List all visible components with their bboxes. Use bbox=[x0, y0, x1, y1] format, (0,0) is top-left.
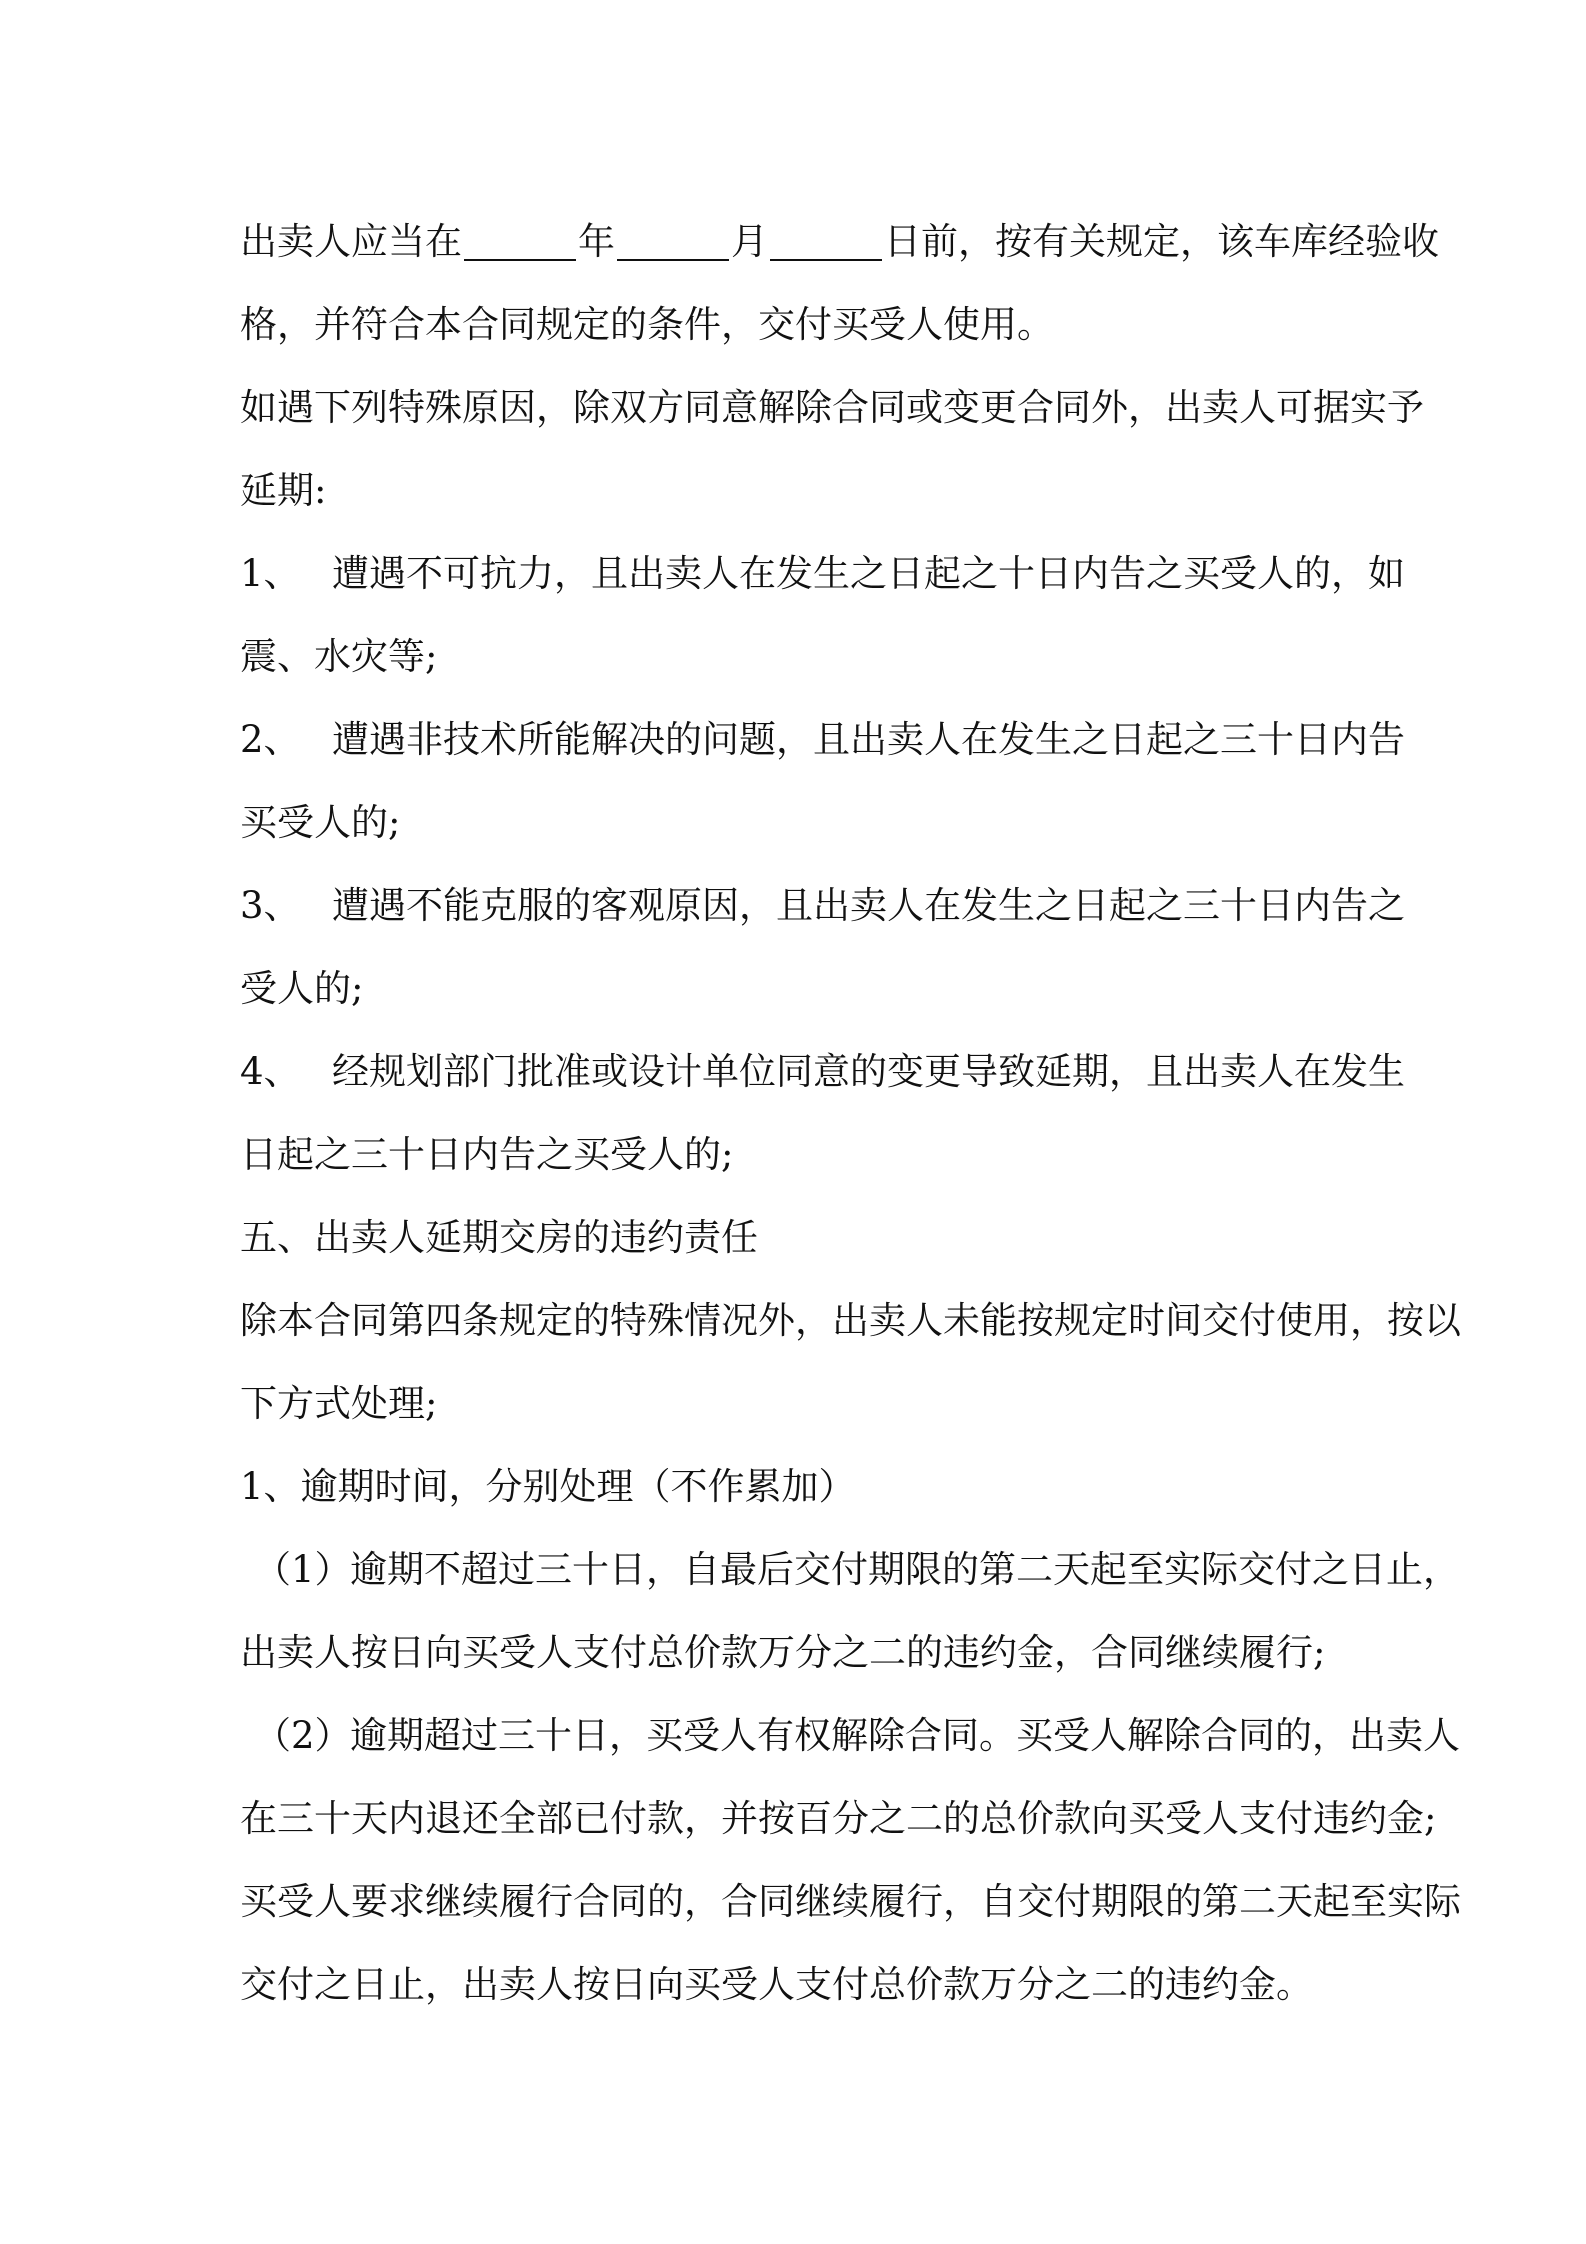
item-number: 4、 bbox=[240, 1049, 301, 1093]
item-1-line1 bbox=[240, 532, 1480, 615]
section5-intro-line2: 下方式处理; bbox=[240, 1381, 438, 1425]
section5-sub1: 1、逾期时间，分别处理（不作累加） bbox=[240, 1464, 856, 1508]
para2-line1: 如遇下列特殊原因，除双方同意解除合同或变更合同外，出卖人可据实予 bbox=[240, 385, 1424, 429]
month-blank bbox=[617, 219, 729, 261]
clause-2-line3: 买受人要求继续履行合同的，合同继续履行，自交付期限的第二天起至实际 bbox=[240, 1879, 1461, 1923]
item-number: 1、 bbox=[240, 551, 301, 595]
clause-number: （2） bbox=[254, 1713, 352, 1757]
item-text: 遭遇不可抗力，且出卖人在发生之日起之十日内告之买受人的，如 bbox=[332, 551, 1405, 595]
item-1-line2: 震、水灾等; bbox=[240, 634, 438, 678]
para1-text-b: 日前，按有关规定，该车库经验收 bbox=[884, 219, 1439, 263]
item-text: 经规划部门批准或设计单位同意的变更导致延期，且出卖人在发生 bbox=[332, 1049, 1405, 1093]
para1-text-a: 出卖人应当在 bbox=[240, 219, 462, 263]
year-blank bbox=[464, 219, 576, 261]
clause-2-line1 bbox=[240, 1694, 1480, 1777]
document-body bbox=[240, 200, 1480, 2026]
clause-1-line1 bbox=[240, 1528, 1480, 1611]
para1-line2: 格，并符合本合同规定的条件，交付买受人使用。 bbox=[240, 302, 1054, 346]
clause-2-line2: 在三十天内退还全部已付款，并按百分之二的总价款向买受人支付违约金; bbox=[240, 1796, 1437, 1840]
year-label: 年 bbox=[578, 219, 615, 263]
clause-text: 逾期超过三十日，买受人有权解除合同。买受人解除合同的，出卖人 bbox=[350, 1713, 1460, 1757]
item-3-line1 bbox=[240, 864, 1480, 947]
item-text: 遭遇非技术所能解决的问题，且出卖人在发生之日起之三十日内告 bbox=[332, 717, 1405, 761]
month-label: 月 bbox=[731, 219, 768, 263]
item-4-line1 bbox=[240, 1030, 1480, 1113]
para1-line1 bbox=[240, 200, 1480, 283]
clause-2-line4: 交付之日止，出卖人按日向买受人支付总价款万分之二的违约金。 bbox=[240, 1962, 1313, 2006]
item-2-line2: 买受人的; bbox=[240, 800, 401, 844]
clause-number: （1） bbox=[254, 1547, 352, 1591]
para2-line2: 延期: bbox=[240, 468, 327, 512]
section5-heading: 五、出卖人延期交房的违约责任 bbox=[240, 1215, 758, 1259]
item-4-line2: 日起之三十日内告之买受人的; bbox=[240, 1132, 734, 1176]
clause-1-line2: 出卖人按日向买受人支付总价款万分之二的违约金，合同继续履行; bbox=[240, 1630, 1326, 1674]
day-blank bbox=[770, 219, 882, 261]
item-3-line2: 受人的; bbox=[240, 966, 364, 1010]
item-number: 2、 bbox=[240, 717, 301, 761]
section5-intro-line1: 除本合同第四条规定的特殊情况外，出卖人未能按规定时间交付使用，按以 bbox=[240, 1298, 1461, 1342]
item-text: 遭遇不能克服的客观原因，且出卖人在发生之日起之三十日内告之 bbox=[332, 883, 1405, 927]
item-number: 3、 bbox=[240, 883, 301, 927]
item-2-line1 bbox=[240, 698, 1480, 781]
clause-text: 逾期不超过三十日，自最后交付期限的第二天起至实际交付之日止， bbox=[350, 1547, 1460, 1591]
